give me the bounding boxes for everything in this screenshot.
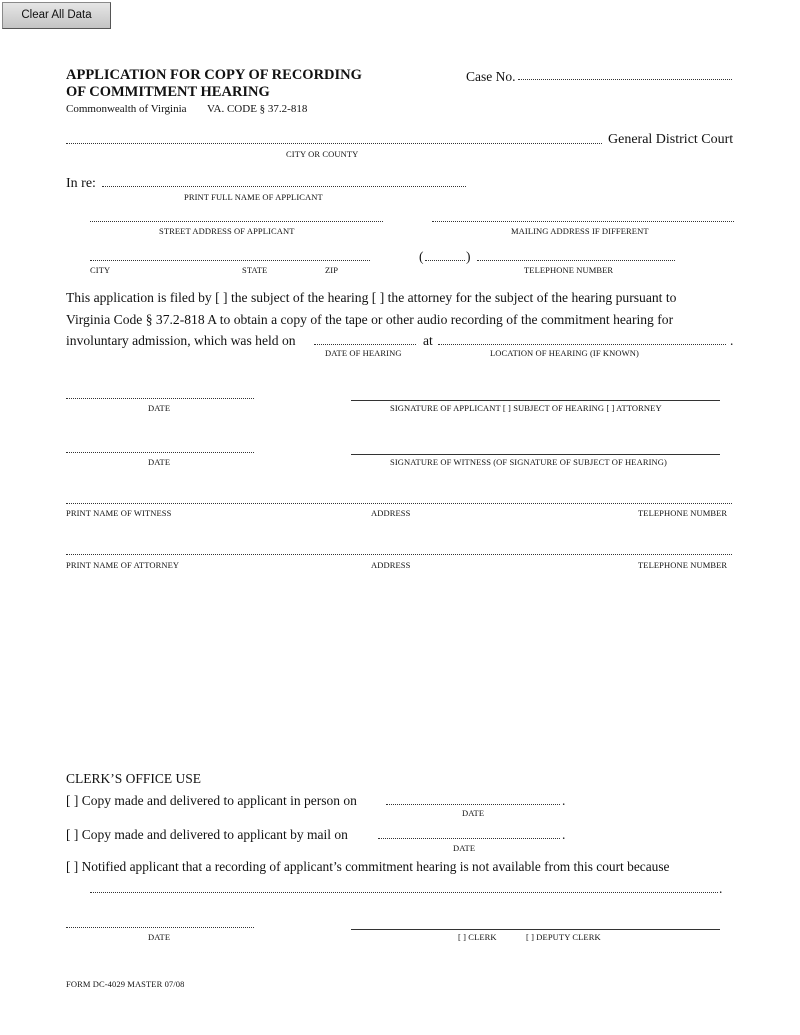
clerk-date-caption: DATE <box>148 932 171 942</box>
by-mail-date-caption: DATE <box>453 843 476 853</box>
city-caption: CITY <box>90 265 111 275</box>
date-caption-1: DATE <box>148 403 171 413</box>
body-line-3: involuntary admission, which was held on <box>66 333 296 348</box>
witness-signature-caption: SIGNATURE OF WITNESS (OF SIGNATURE OF SUBJECT OF HEARING) <box>390 457 667 467</box>
clerk-item-3-period: . <box>719 881 723 896</box>
hearing-location-caption: LOCATION OF HEARING (IF KNOWN) <box>490 348 639 358</box>
telephone-caption: TELEPHONE NUMBER <box>524 265 614 275</box>
witness-info-field[interactable] <box>66 503 732 504</box>
clerk-item-2-period: . <box>562 827 566 842</box>
witness-phone-caption: TELEPHONE NUMBER <box>638 508 728 518</box>
phone-close-paren: ) <box>466 249 471 264</box>
attorney-phone-caption: TELEPHONE NUMBER <box>638 560 728 570</box>
form-title-line1: APPLICATION FOR COPY OF RECORDING <box>66 67 362 83</box>
zip-caption: ZIP <box>325 265 339 275</box>
phone-open-paren: ( <box>419 249 424 264</box>
mailing-address-caption: MAILING ADDRESS IF DIFFERENT <box>511 226 649 236</box>
deputy-clerk-caption: [ ] DEPUTY CLERK <box>526 932 601 942</box>
court-city-field[interactable] <box>66 143 602 144</box>
date-caption-2: DATE <box>148 457 171 467</box>
clerk-signature-line[interactable] <box>351 929 720 930</box>
hearing-date-field[interactable] <box>314 344 416 345</box>
applicant-name-caption: PRINT FULL NAME OF APPLICANT <box>184 192 323 202</box>
street-address-caption: STREET ADDRESS OF APPLICANT <box>159 226 295 236</box>
street-address-field[interactable] <box>90 221 383 222</box>
witness-signature-line[interactable] <box>351 454 720 455</box>
body-line-1: This application is filed by [ ] the subject of the hearing [ ] the attorney for the subject of the hearing pursuant to <box>66 290 677 305</box>
body-period: . <box>730 333 734 348</box>
form-title-line2: OF COMMITMENT HEARING <box>66 84 270 100</box>
telephone-field[interactable] <box>477 260 675 261</box>
va-code-label: VA. CODE § 37.2-818 <box>207 103 308 115</box>
city-or-county-caption: CITY OR COUNTY <box>286 149 359 159</box>
clerk-item-1-period: . <box>562 793 566 808</box>
applicant-signature-caption: SIGNATURE OF APPLICANT [ ] SUBJECT OF HEARING [ ] ATTORNEY <box>390 403 662 413</box>
by-mail-date-field[interactable] <box>378 838 560 839</box>
commonwealth-label: Commonwealth of Virginia <box>66 103 187 115</box>
clerk-item-3: [ ] Notified applicant that a recording of applicant’s commitment hearing is not available from this court because <box>66 859 670 874</box>
clerk-caption: [ ] CLERK <box>458 932 497 942</box>
not-available-reason-field[interactable] <box>90 892 718 893</box>
court-suffix-label: General District Court <box>608 132 734 147</box>
city-state-zip-field[interactable] <box>90 260 370 261</box>
attorney-name-caption: PRINT NAME OF ATTORNEY <box>66 560 180 570</box>
attorney-address-caption: ADDRESS <box>371 560 411 570</box>
clear-all-data-button[interactable]: Clear All Data <box>2 2 111 29</box>
area-code-field[interactable] <box>425 260 465 261</box>
applicant-name-field[interactable] <box>102 186 466 187</box>
witness-name-caption: PRINT NAME OF WITNESS <box>66 508 172 518</box>
case-no-field[interactable] <box>518 79 732 80</box>
hearing-date-caption: DATE OF HEARING <box>325 348 402 358</box>
clerk-item-2: [ ] Copy made and delivered to applicant by mail on <box>66 827 348 842</box>
clerk-item-1: [ ] Copy made and delivered to applicant in person on <box>66 793 357 808</box>
attorney-info-field[interactable] <box>66 554 732 555</box>
clerk-heading: CLERK’S OFFICE USE <box>66 771 202 786</box>
case-no-label: Case No. <box>466 69 516 84</box>
in-person-date-field[interactable] <box>386 804 560 805</box>
applicant-sign-date-field[interactable] <box>66 398 254 399</box>
witness-sign-date-field[interactable] <box>66 452 254 453</box>
at-label: at <box>423 333 433 348</box>
body-line-2: Virginia Code § 37.2-818 A to obtain a copy of the tape or other audio recording of the commitment hearing for <box>66 312 674 327</box>
applicant-signature-line[interactable] <box>351 400 720 401</box>
form-id-footer: FORM DC-4029 MASTER 07/08 <box>66 979 185 989</box>
hearing-location-field[interactable] <box>438 344 726 345</box>
state-caption: STATE <box>242 265 268 275</box>
clerk-date-field[interactable] <box>66 927 254 928</box>
in-re-label: In re: <box>66 176 96 191</box>
in-person-date-caption: DATE <box>462 808 485 818</box>
witness-address-caption: ADDRESS <box>371 508 411 518</box>
mailing-address-field[interactable] <box>432 221 734 222</box>
